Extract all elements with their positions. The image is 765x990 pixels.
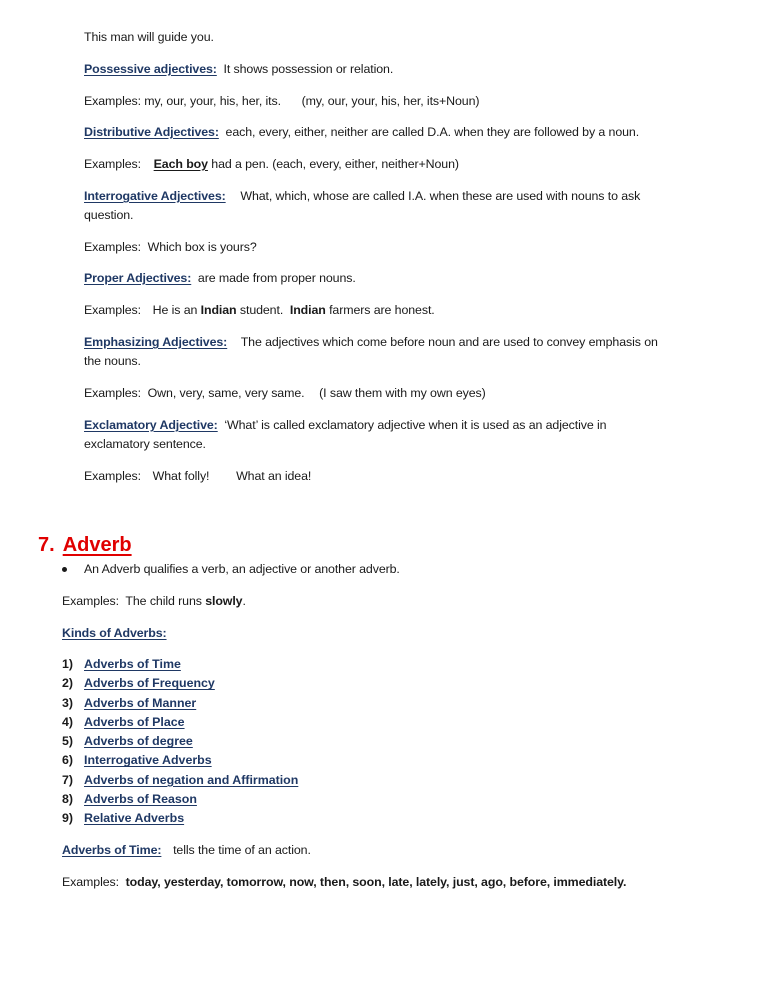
adverbs-of-time-definition: Adverbs of Time: tells the time of an action. <box>62 843 311 857</box>
list-item: 9) Relative Adverbs <box>62 811 185 826</box>
interrogative-definition: Interrogative Adjectives: What, which, whose are called I.A. when these are used with nouns to ask <box>84 189 641 203</box>
exclamatory-example: Examples: What folly! What an idea! <box>84 469 312 483</box>
adverb-example: Examples: The child runs slowly. <box>62 594 246 608</box>
emphasizing-term: Emphasizing Adjectives: <box>84 335 228 349</box>
list-item: 3) Adverbs of Manner <box>62 695 197 710</box>
emphasizing-definition-cont: the nouns. <box>84 354 141 368</box>
section-title: Adverb <box>62 534 132 556</box>
section-number: 7. <box>38 534 55 556</box>
possessive-definition: Possessive adjectives: It shows possession or relation. <box>84 62 394 76</box>
distributive-definition: Distributive Adjectives: each, every, either, neither are called D.A. when they are followed by a noun. <box>84 125 640 139</box>
section-heading-adverb <box>38 532 132 558</box>
list-item: 7) Adverbs of negation and Affirmation <box>62 772 299 787</box>
list-item: 2) Adverbs of Frequency <box>62 676 215 691</box>
interrogative-example: Examples: Which box is yours? <box>84 240 257 254</box>
distributive-term: Distributive Adjectives: <box>84 125 219 139</box>
exclamatory-definition: Exclamatory Adjective: ‘What’ is called exclamatory adjective when it is used as an adjective in <box>84 418 607 432</box>
proper-term: Proper Adjectives: <box>84 271 192 285</box>
adverbs-of-time-example: Examples: today, yesterday, tomorrow, now, then, soon, late, lately, just, ago, before, immediately. <box>62 875 627 889</box>
interrogative-definition-cont: question. <box>84 208 134 222</box>
emphasizing-example: Examples: Own, very, same, very same. (I saw them with my own eyes) <box>84 386 486 400</box>
possessive-example: Examples: my, our, your, his, her, its. (my, our, your, his, her, its+Noun) <box>84 94 480 108</box>
exclamatory-term: Exclamatory Adjective: <box>84 418 218 432</box>
kinds-heading: Kinds of Adverbs: <box>62 626 167 640</box>
distributive-example: Examples: Each boy had a pen. (each, every, either, neither+Noun) <box>84 157 459 171</box>
list-item: 1) Adverbs of Time <box>62 657 181 671</box>
proper-definition: Proper Adjectives: are made from proper nouns. <box>84 271 356 285</box>
possessive-term: Possessive adjectives: <box>84 62 217 76</box>
list-item: 8) Adverbs of Reason <box>62 792 197 807</box>
list-item: 5) Adverbs of degree <box>62 734 193 749</box>
emphasizing-definition: Emphasizing Adjectives: The adjectives which come before noun and are used to convey emphasis on <box>84 335 658 349</box>
list-item: 4) Adverbs of Place <box>62 714 185 729</box>
adverb-bullet-text: An Adverb qualifies a verb, an adjective or another adverb. <box>84 562 400 576</box>
kinds-of-adverbs-list <box>62 655 298 829</box>
list-item: 6) Interrogative Adverbs <box>62 753 212 768</box>
exclamatory-definition-cont: exclamatory sentence. <box>84 437 206 451</box>
proper-example: Examples: He is an Indian student. Indian farmers are honest. <box>84 303 435 317</box>
intro-line: This man will guide you. <box>84 30 214 44</box>
bullet-icon <box>62 567 67 572</box>
interrogative-term: Interrogative Adjectives: <box>84 189 226 203</box>
